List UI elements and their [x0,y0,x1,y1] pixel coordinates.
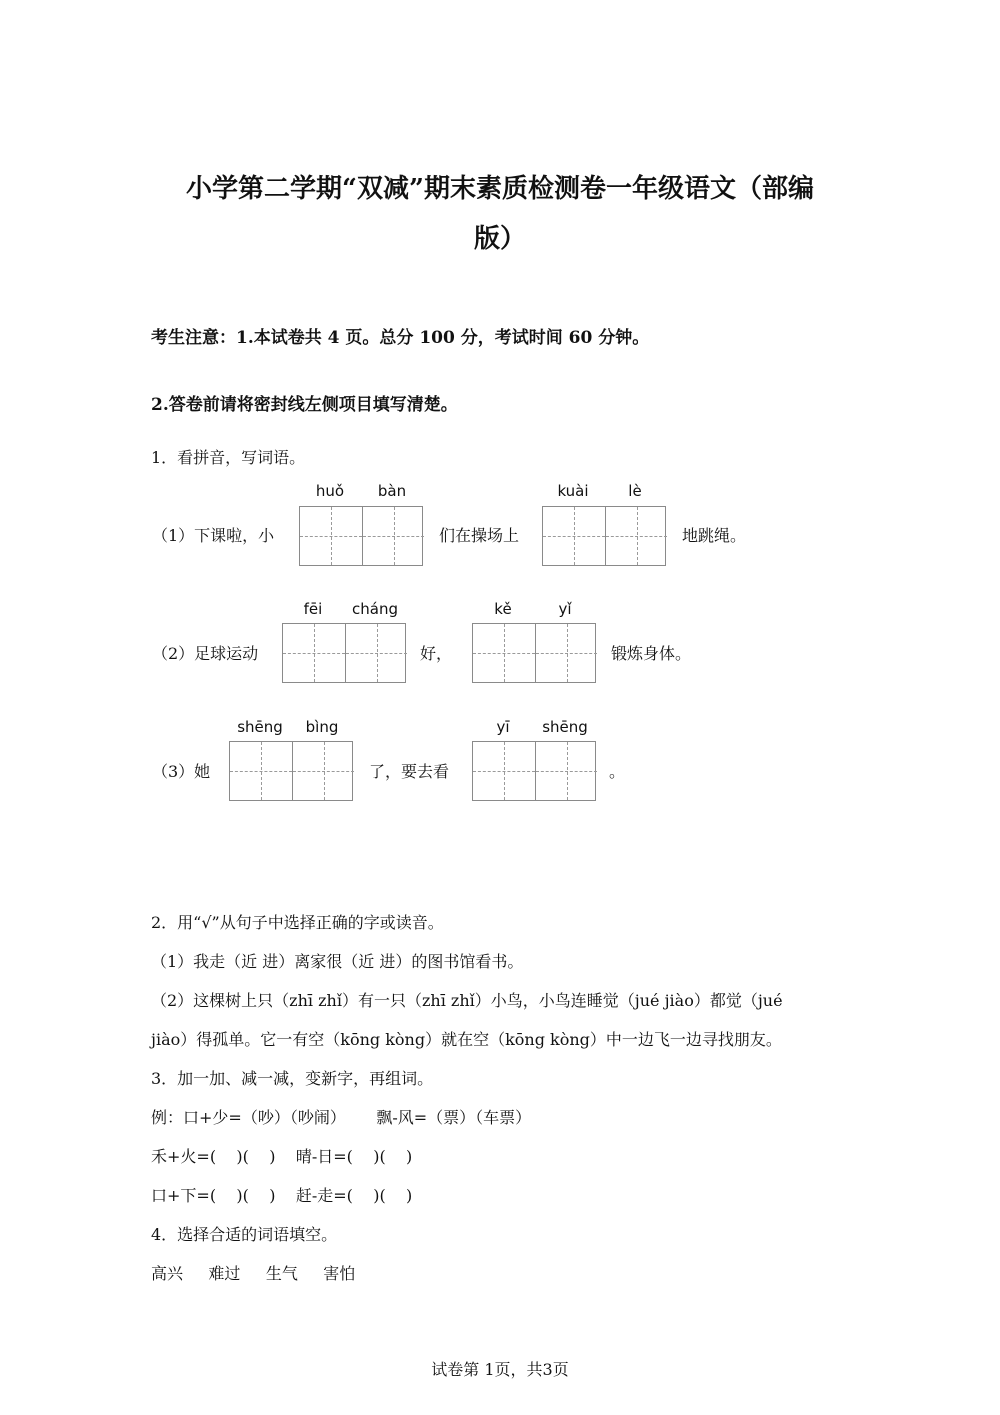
notice-line2: 2.答卷前请将密封线左侧项目填写清楚。 [151,395,458,415]
pinyin: cháng [352,600,398,618]
pinyin: kuài [557,482,589,500]
q1-row2-label: （2）足球运动 [152,644,259,663]
q1-row3-mid: 了，要去看 [369,762,450,781]
q3-heading: 3．加一加、减一减，变新字，再组词。 [151,1069,434,1088]
q2-line2: （2）这棵树上只（zhī zhǐ）有一只（zhī zhǐ）小鸟，小鸟连睡觉（jué jiào）都觉（jué [151,991,783,1010]
writing-grid[interactable] [472,623,596,683]
q1-row2-end: 锻炼身体。 [611,644,692,663]
q2-line3: jiào）得孤单。它一有空（kōng kòng）就在空（kōng kòng）中一边飞一边寻找朋友。 [151,1030,782,1049]
writing-grid[interactable] [282,623,406,683]
page-title-line1: 小学第二学期“双减”期末素质检测卷一年级语文（部编 [186,174,814,204]
page-footer: 试卷第 1页，共3页 [431,1360,569,1379]
pinyin: shēng [237,718,283,736]
q3-line2: 口+下=( )( ) 赶-走=( )( ) [151,1186,413,1205]
writing-grid[interactable] [542,506,666,566]
writing-grid[interactable] [472,741,596,801]
q2-line1: （1）我走（近 进）离家很（近 进）的图书馆看书。 [151,952,524,971]
writing-grid[interactable] [299,506,423,566]
page-title-line2: 版） [473,224,526,254]
pinyin: huǒ [315,482,345,500]
pinyin: yǐ [558,600,572,618]
pinyin: bàn [377,482,407,500]
pinyin: lè [628,482,642,500]
pinyin: fēi [303,600,323,618]
pinyin: shēng [542,718,588,736]
q1-row3-end: 。 [609,762,626,781]
q1-heading: 1．看拼音，写词语。 [151,448,306,467]
q1-row1-label: （1）下课啦，小 [152,526,275,545]
q2-heading: 2．用“√”从句子中选择正确的字或读音。 [151,913,444,932]
q3-line1: 禾+火=( )( ) 晴-日=( )( ) [151,1147,413,1166]
q3-example: 例：口+少=（吵）（吵闹） 飘-风=（票）（车票） [151,1108,532,1127]
writing-grid[interactable] [229,741,353,801]
notice-line1: 考生注意：1.本试卷共 4 页。总分 100 分，考试时间 60 分钟。 [151,328,650,348]
q4-heading: 4．选择合适的词语填空。 [151,1225,338,1244]
pinyin: bìng [305,718,339,736]
q1-row1-end: 地跳绳。 [682,526,747,545]
pinyin: yī [496,718,510,736]
pinyin: kě [494,600,512,618]
q1-row2-mid: 好， [420,644,453,663]
q4-word-bank: 高兴 难过 生气 害怕 [151,1264,356,1283]
q1-row3-label: （3）她 [152,762,211,781]
q1-row1-mid: 们在操场上 [439,526,520,545]
